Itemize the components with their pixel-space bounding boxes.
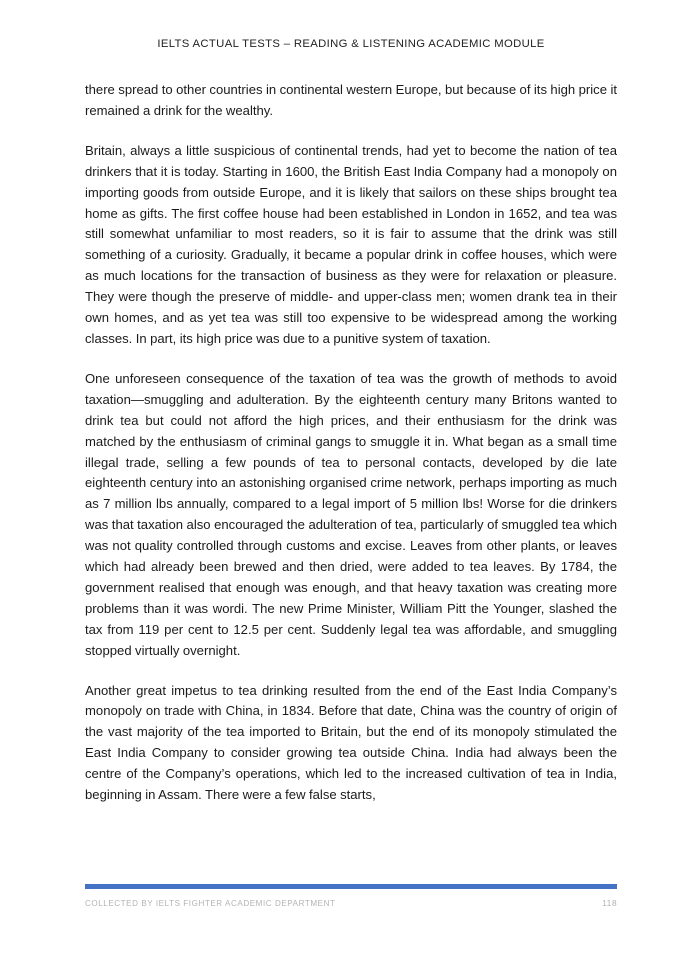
page-number: 118 bbox=[602, 898, 617, 908]
page-footer bbox=[85, 884, 617, 908]
running-header-title: IELTS ACTUAL TESTS – READING & LISTENING ACADEMIC MODULE bbox=[157, 38, 545, 50]
footer-divider-rule bbox=[85, 884, 617, 889]
body-paragraph: One unforeseen consequence of the taxation of tea was the growth of methods to avoid taxation—smuggling and adulteration. By the eighteenth century many Britons wanted to drink tea but could not afford the high prices, and their enthusiasm for the drink was matched by the enthusiasm of criminal gangs to smuggle it in. What began as a small time illegal trade, selling a few pounds of tea to personal contacts, developed by die late eighteenth century into an astonishing organised crime network, perhaps importing as much as 7 million lbs annually, compared to a legal import of 5 million lbs! Worse for die drinkers was that taxation also encouraged the adulteration of tea, particularly of smuggled tea which was not quality controlled through customs and excise. Leaves from other plants, or leaves which had already been brewed and then dried, were added to tea leaves. By 1784, the government realised that enough was enough, and that heavy taxation was creating more problems than it was wordi. The new Prime Minister, William Pitt the Younger, slashed the tax from 119 per cent to 12.5 per cent. Suddenly legal tea was affordable, and smuggling stopped virtually overnight. bbox=[85, 370, 617, 658]
body-paragraph: Another great impetus to tea drinking resulted from the end of the East India Company’s monopoly on trade with China, in 1834. Before that date, China was the country of origin of the vast majority of the tea imported to Britain, but the end of its monopoly stimulated the East India Company to consider growing tea outside China. India had always been the centre of the Company’s operations, which led to the increased cultivation of tea in India, beginning in Assam. There were a few false starts, bbox=[85, 682, 617, 803]
body-paragraph: there spread to other countries in continental western Europe, but because of its high price it remained a drink for the wealthy. bbox=[85, 82, 617, 118]
running-header bbox=[85, 38, 617, 50]
document-body bbox=[85, 80, 617, 806]
footer-row bbox=[85, 898, 617, 908]
body-paragraph: Britain, always a little suspicious of continental trends, had yet to become the nation of tea drinkers that it is today. Starting in 1600, the British East India Company had a monopoly on importing goods from outside Europe, and it is likely that sailors on these ships brought tea home as gifts. The first coffee house had been established in London in 1652, and tea was still somewhat unfamiliar to most readers, so it is fair to assume that the drink was still something of a curiosity. Gradually, it became a popular drink in coffee houses, which were as much locations for the transaction of business as they were for relaxation or pleasure. They were though the preserve of middle- and upper-class men; women drank tea in their own homes, and as yet tea was still too expensive to be widespread among the working classes. In part, its high price was due to a punitive system of taxation. bbox=[85, 142, 617, 346]
footer-attribution-text: COLLECTED BY IELTS FIGHTER ACADEMIC DEPARTMENT bbox=[85, 899, 336, 908]
